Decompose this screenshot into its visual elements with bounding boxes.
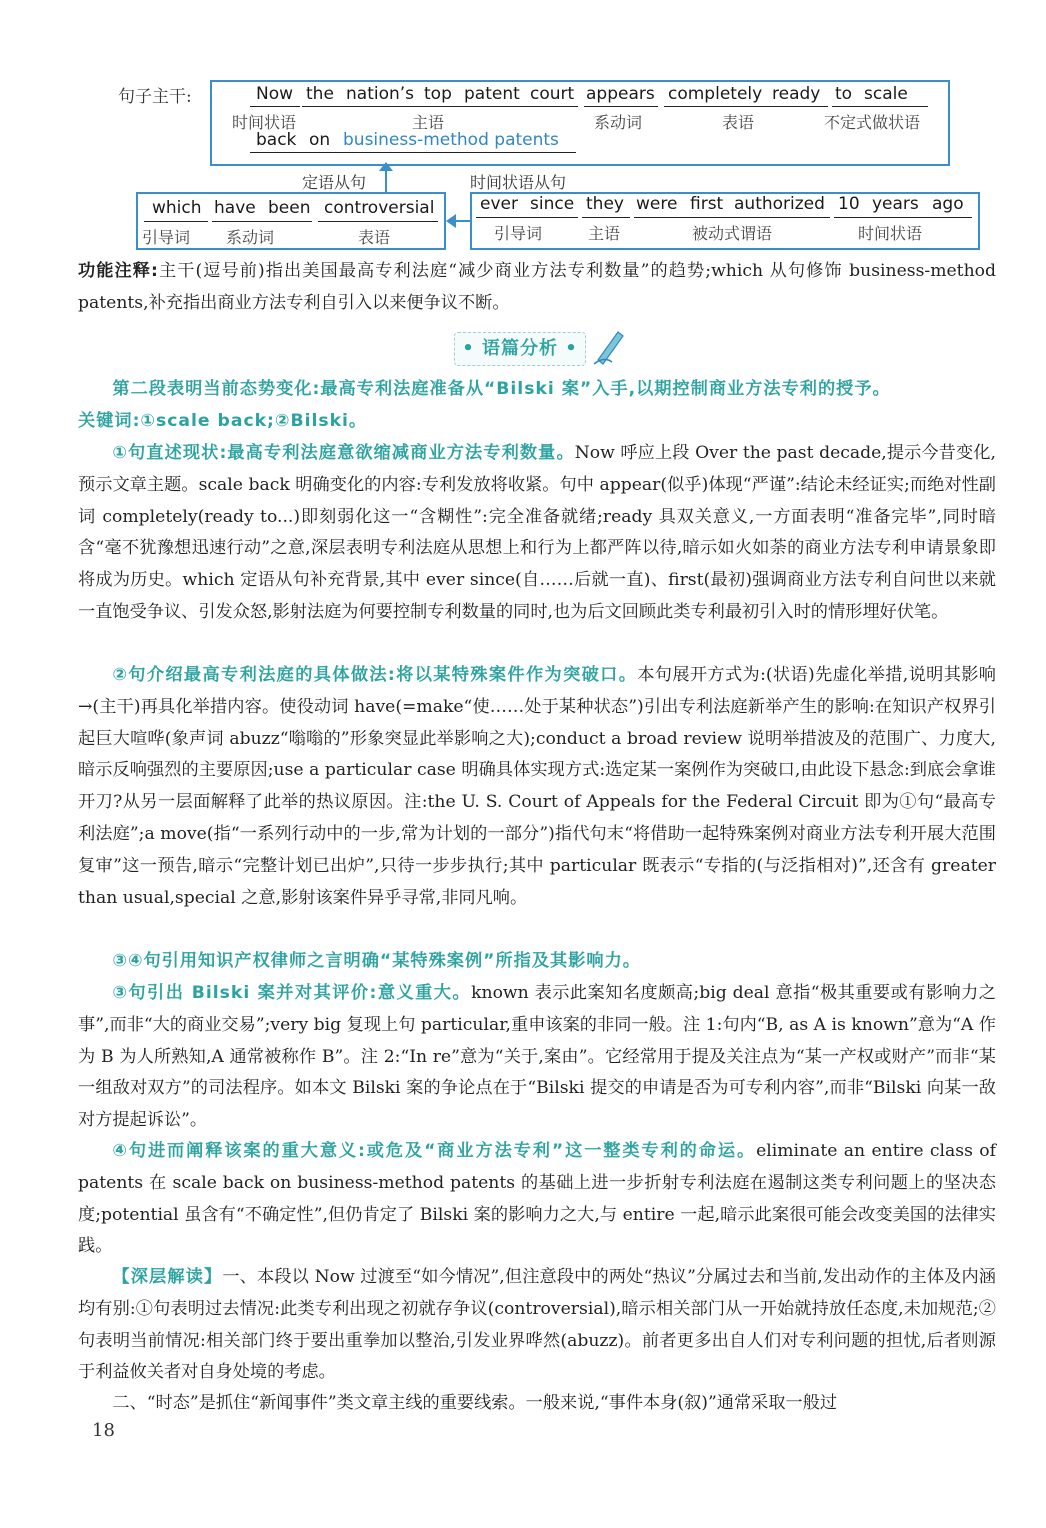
paragraph-text: known 表示此案知名度颇高;big deal 意指“极其重要或有影响力之事”,而非“大的商业交易”;very big 复现上句 particular,重申该案的非同一般。注 1:句内“B, as A is known”意为“A 作为 B 为人所熟知,A 通常被称作 B”。注 2:“In re”意为“关于,案由”。它经常用于提及关注点为“某一产权或财产”而非“某一组敌对双方”的司法程序。如本文 Bilski 案的争论点在于“Bilski 提交的申请是否为可专利内容”,而非“Bilski 向某一敌对方提起诉讼”。 xyxy=(78,983,996,1131)
word: ago xyxy=(932,194,964,214)
attr-clause-title: 定语从句 xyxy=(302,173,367,192)
paragraph-5 xyxy=(78,1136,996,1263)
paragraph-text: 二、“时态”是抓住“新闻事件”类文章主线的重要线索。一般来说,“事件本身(叙)”通常采取一般过 xyxy=(112,1393,838,1413)
word: first xyxy=(690,194,724,214)
paragraph-head: ②句介绍最高专利法庭的具体做法:将以某特殊案件作为突破口。 xyxy=(112,665,638,685)
word: controversial xyxy=(324,198,435,218)
word: Now xyxy=(256,84,294,104)
word: nation’s xyxy=(346,84,415,104)
paragraph-head: ③句引出 Bilski 案并对其评价:意义重大。 xyxy=(112,983,472,1003)
word: on xyxy=(309,130,331,150)
role-tag: 不定式做状语 xyxy=(824,113,921,132)
paragraph-head: ④句进而阐释该案的重大意义:或危及“商业方法专利”这一整类专利的命运。 xyxy=(112,1141,757,1161)
word: which xyxy=(152,198,202,218)
role-tag: 系动词 xyxy=(594,113,643,132)
paragraph-3 xyxy=(78,946,996,978)
word: since xyxy=(530,194,575,214)
word: ready xyxy=(772,84,821,104)
adv-clause-title: 时间状语从句 xyxy=(470,173,567,192)
role-tag: 引导词 xyxy=(494,224,543,243)
word: authorized xyxy=(734,194,825,214)
word: to xyxy=(835,84,853,104)
role-tag: 主语 xyxy=(588,224,621,243)
role-tag: 时间状语 xyxy=(232,113,297,132)
word: appears xyxy=(586,84,655,104)
function-note-head: 功能注释: xyxy=(78,261,158,281)
section-title: • 语篇分析 • xyxy=(454,332,586,366)
paragraph-7 xyxy=(78,1388,996,1420)
role-tag: 引导词 xyxy=(142,228,191,247)
paragraph-6 xyxy=(78,1262,996,1389)
word: completely xyxy=(668,84,763,104)
paragraph-1 xyxy=(78,438,996,629)
role-tag: 表语 xyxy=(358,228,391,247)
paragraph-head: ③④句引用知识产权律师之言明确“某特殊案例”所指及其影响力。 xyxy=(112,951,641,971)
word: court xyxy=(530,84,575,104)
word: been xyxy=(268,198,311,218)
pen-icon xyxy=(592,326,626,370)
paragraph-head: 【深层解读】 xyxy=(112,1267,223,1287)
word: top xyxy=(424,84,452,104)
paragraph-text: 一、本段以 Now 过渡至“如今情况”,但注意段中的两处“热议”分属过去和当前,发出动作的主体及内涵均有别:①句表明过去情况:此类专利出现之初就存争议(controversial),暗示相关部门从一开始就持放任态度,未加规范;②句表明当前情况:相关部门终于要出重拳加以整治,引发业界哗然(abuzz)。前者更多出自人们对专利问题的担忧,后者则源于利益攸关者对自身处境的考虑。 xyxy=(78,1267,996,1383)
function-note xyxy=(78,256,996,320)
paragraph-2 xyxy=(78,660,996,914)
word: the xyxy=(306,84,334,104)
keywords: 关键词:①scale back;②Bilski。 xyxy=(78,410,368,431)
paragraph-text: Now 呼应上段 Over the past decade,提示今昔变化,预示文章主题。scale back 明确变化的内容:专利发放将收紧。句中 appear(似乎)体现“严谨”:结论未经证实;而绝对性副词 completely(ready to...)即刻弱化这一“含糊性”:完全准备就绪;ready 具双关意义,一方面表明“准备完毕”,同时暗含“毫不犹豫想迅速行动”之意,深层表明专利法庭从思想上和行为上都严阵以待,暗示如火如荼的商业方法专利申请景象即将成为历史。which 定语从句补充背景,其中 ever since(自……后就一直)、first(最初)强调商业方法专利自问世以来就一直饱受争议、引发众怒,影射法庭为何要控制专利数量的同时,也为后文回顾此类专利最初引入时的情形埋好伏笔。 xyxy=(78,443,996,622)
summary xyxy=(78,374,996,438)
role-tag: 系动词 xyxy=(226,228,275,247)
role-tag: 主语 xyxy=(412,113,445,132)
word: years xyxy=(872,194,919,214)
word: 10 xyxy=(838,194,860,214)
role-tag: 时间状语 xyxy=(858,224,923,243)
word: have xyxy=(214,198,256,218)
function-note-text: 主干(逗号前)指出美国最高专利法庭“减少商业方法专利数量”的趋势;which 从句修饰 business-method patents,补充指出商业方法专利自引入以来便争议不断。 xyxy=(78,261,996,313)
paragraph-text: eliminate an entire class of patents 在 scale back on business-method patents 的基础上进一步折射专利法庭在遏制这类专利问题上的坚决态度;potential 虽含有“不确定性”,但仍肯定了 Bilski 案的影响力之大,与 entire 一起,暗示此案很可能会改变美国的法律实践。 xyxy=(78,1141,996,1257)
word: patent xyxy=(464,84,520,104)
page-number: 18 xyxy=(92,1420,115,1441)
word: scale xyxy=(864,84,908,104)
paragraph-4 xyxy=(78,978,996,1137)
word: were xyxy=(636,194,678,214)
word: ever xyxy=(480,194,518,214)
paragraph-head: ①句直述现状:最高专利法庭意欲缩减商业方法专利数量。 xyxy=(112,443,575,463)
main-clause-label: 句子主干: xyxy=(118,87,192,107)
word: they xyxy=(586,194,624,214)
word: back xyxy=(256,130,297,150)
summary-line: 第二段表明当前态势变化:最高专利法庭准备从“Bilski 案”入手,以期控制商业方法专利的授予。 xyxy=(112,379,891,399)
paragraph-text: 本句展开方式为:(状语)先虚化举措,说明其影响→(主干)再具化举措内容。使役动词 have(=make“使……处于某种状态”)引出专利法庭新举产生的影响:在知识产权界引起巨大喧哗(象声词 abuzz“嗡嗡的”形象突显此举影响之大);conduct a broad review 说明举措波及的范围广、力度大,暗示反响强烈的主要原因;use a particular case 明确具体实现方式:选定某一案例作为突破口,由此设下悬念:到底会拿谁开刀?从另一层面解释了此举的热议原因。注:the U. S. Court of Appeals for the Federal Circuit 即为①句“最高专利法庭”;a move(指“一系列行动中的一步,常为计划的一部分”)指代句末“将借助一起特殊案例对商业方法专利开展大范围复审”这一预告,暗示“完整计划已出炉”,只待一步步执行;其中 particular 既表示“专指的(与泛指相对)”,还含有 greater than usual,special 之意,影射该案件异乎寻常,非同凡响。 xyxy=(78,665,996,908)
role-tag: 表语 xyxy=(722,113,755,132)
highlight-phrase: business-method patents xyxy=(343,130,559,150)
role-tag: 被动式谓语 xyxy=(692,224,773,243)
